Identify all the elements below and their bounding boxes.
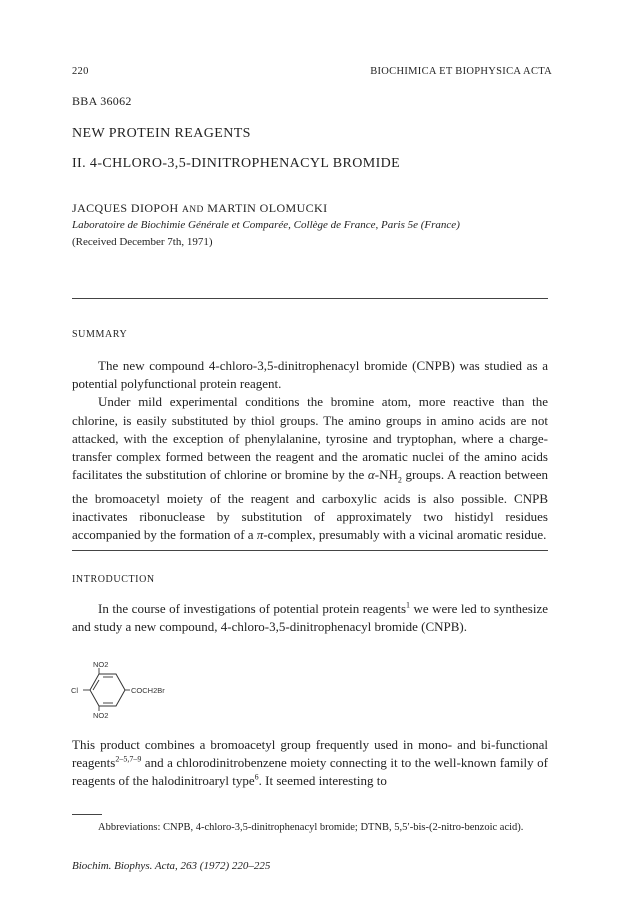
bromoacetyl-group: COCH2Br (131, 686, 165, 695)
introduction-paragraph-1: In the course of investigations of potential protein reagents$^1$ we were led to synthesize and study a new compound, 4-chloro-3,5-dinitrophenacyl bromide (CNPB). (72, 600, 548, 635)
author-1: JACQUES DIOPOH (72, 201, 179, 215)
received-date: (Received December 7th, 1971) (72, 236, 213, 248)
affiliation: Laboratoire de Biochimie Générale et Comparée, Collège de France, Paris 5e (France) (72, 219, 460, 231)
journal-name: BIOCHIMICA ET BIOPHYSICA ACTA (370, 66, 552, 77)
article-id: BBA 36062 (72, 94, 132, 108)
paper-title: II. 4-CHLORO-3,5-DINITROPHENACYL BROMIDE (72, 156, 401, 171)
introduction-heading: INTRODUCTION (72, 574, 155, 585)
benzene-ring (90, 674, 125, 706)
authors (72, 201, 328, 216)
divider-bottom (72, 550, 548, 551)
series-title: NEW PROTEIN REAGENTS (72, 126, 251, 141)
nitro-group-top: NO2 (93, 662, 109, 669)
summary-text (72, 357, 548, 545)
chemical-structure-diagram (70, 662, 190, 718)
author-2: MARTIN OLOMUCKI (207, 201, 328, 215)
page-number: 220 (72, 66, 89, 77)
summary-heading: SUMMARY (72, 329, 128, 340)
summary-paragraph-1: The new compound 4-chloro-3,5-dinitrophenacyl bromide (CNPB) was studied as a potential polyfunctional protein reagent. (72, 358, 548, 392)
summary-paragraph-2: Under mild experimental conditions the bromine atom, more reactive than the chlorine, is easily substituted by thiol groups. The amino groups in amino acids are not attacked, with the exception of phenylalanine, tyrosine and tryptophan, where a charge-transfer complex formed between the reagent and the aromatic nuclei of the amino acids facilitates the substitution of chlorine or bromine by the $\alpha-NH_2$ groups. A reaction between the bromoacetyl moiety of the reagent and carboxylic acids is also possible. CNPB inactivates ribonuclease by substitution of approximately two histidyl residues accompanied by the formation of a π-complex, presumably with a vicinal aromatic residue. (72, 394, 549, 543)
nitro-group-bottom: NO2 (93, 711, 109, 718)
chlorine-atom: Cl (71, 686, 79, 695)
footnote: Abbreviations: CNPB, 4-chloro-3,5-dinitrophenacyl bromide; DTNB, 5,5′-bis-(2-nitro-benzoic acid). (98, 822, 524, 833)
divider-top (72, 298, 548, 299)
footnote-rule (72, 814, 102, 815)
introduction-paragraph-2: This product combines a bromoacetyl group frequently used in mono- and bi-functional reagents$^{2-5,7-9}$ and a chlorodinitrobenzene moiety connecting it to the well-known family of reagents of the halodinitroaryl type$^6$. It seemed interesting to (72, 737, 548, 789)
author-conjunction: AND (182, 205, 204, 215)
journal-citation: Biochim. Biophys. Acta, 263 (1972) 220–225 (72, 860, 271, 872)
